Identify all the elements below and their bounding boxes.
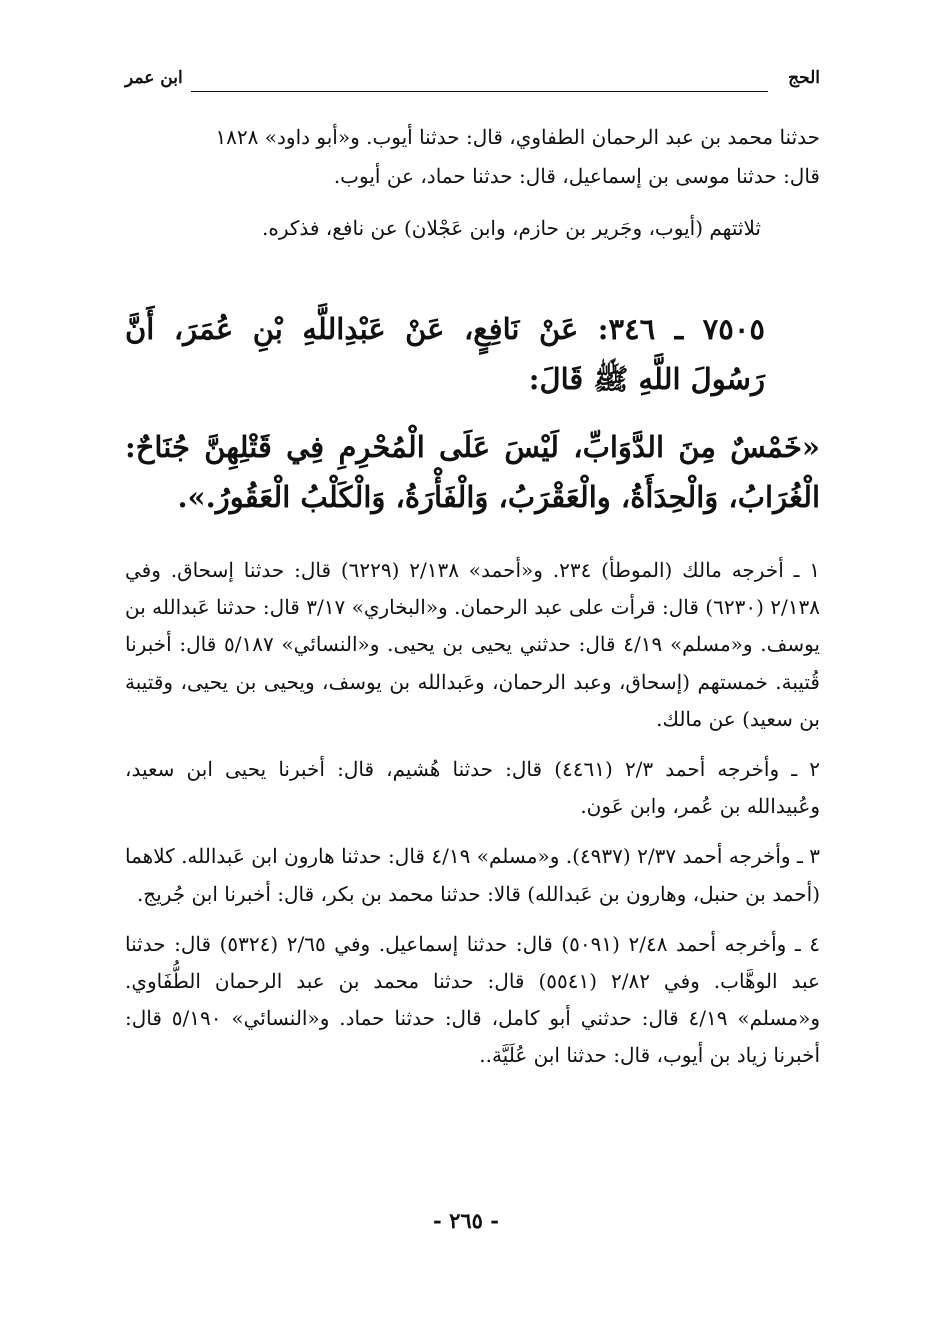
footnotes	[125, 552, 820, 1088]
page-number: - ٢٦٥ -	[433, 1208, 499, 1233]
running-header	[125, 68, 820, 98]
hadith-heading: ٧٥٠٥ ـ ٣٤٦: عَنْ نَافِعٍ، عَنْ عَبْدِاللَّهِ بْنِ عُمَرَ، أَنَّ رَسُولَ اللَّهِ ﷺ قَالَ:	[125, 312, 765, 396]
musnad-title: ابن عمر	[125, 68, 183, 88]
summary-line: ثلاثتهم (أيوب، وجَرير بن حازم، وابن عَجْلان) عن نافع، فذكره.	[262, 216, 761, 240]
footnote: ٤ ـ وأخرجه أحمد ٢/٤٨ (٥٠٩١) قال: حدثنا إسماعيل. وفي ٢/٦٥ (٥٣٢٤) قال: حدثنا عبد الوهَّاب. وفي ٢/٨٢ (٥٥٤١) قال: حدثنا محمد بن عبد الرحمان الطُّفَاوي. و«مسلم» ٤/١٩ قال: حدثني أبو كامل، قال: حدثنا حماد. و«النسائي» ٥/١٩٠ قال: أخبرنا زياد بن أيوب، قال: حدثنا ابن عُلَيَّة..	[125, 931, 821, 1068]
footnote: ١ ـ أخرجه مالك (الموطأ) ٢٣٤. و«أحمد» ٢/١٣٨ (٦٢٢٩) قال: حدثنا إسحاق. وفي ٢/١٣٨ (٦٢٣٠) قال: قرأت على عبد الرحمان. و«البخاري» ٣/١٧ قال: حدثنا عَبدالله بن يوسف. و«مسلم» ٤/١٩ قال: حدثني يحيى بن يحيى. و«النسائي» ٥/١٨٧ قال: أخبرنا قُتيبة. خمستهم (إسحاق، وعبد الرحمان، وعَبدالله بن يوسف، ويحيى بن يحيى، وقتيبة بن سعيد) عن مالك.	[125, 558, 821, 731]
footnote: ٣ ـ وأخرجه أحمد ٢/٣٧ (٤٩٣٧). و«مسلم» ٤/١٩ قال: حدثنا هارون ابن عَبدالله. كلاهما (أحمد بن حنبل، وهارون بن عَبدالله) قالا: حدثنا محمد بن بكر، قال: أخبرنا ابن جُريج.	[125, 844, 820, 906]
intro-paragraph	[125, 118, 820, 196]
intro-line: حدثنا محمد بن عبد الرحمان الطفاوي، قال: حدثنا أيوب. و«أبو داود» ١٨٢٨	[215, 125, 820, 149]
footnote: ٢ ـ وأخرجه أحمد ٢/٣ (٤٤٦١) قال: حدثنا هُشيم، قال: أخبرنا يحيى ابن سعيد، وعُبيدالله بن عُمر، وابن عَون.	[125, 757, 820, 819]
header-rule	[191, 91, 768, 92]
intro-line: قال: حدثنا موسى بن إسماعيل، قال: حدثنا حماد، عن أيوب.	[333, 164, 820, 188]
book-title: الحج	[788, 68, 820, 88]
hadith-text: «خَمْسٌ مِنَ الدَّوَابِّ، لَيْسَ عَلَى الْمُحْرِمِ فِي قَتْلِهِنَّ جُنَاحٌ: الْغُرَابُ، وَالْحِدَأَةُ، والْعَقْرَبُ، وَالْفَأْرَةُ، وَالْكَلْبُ الْعَقُورُ.».	[125, 430, 820, 514]
